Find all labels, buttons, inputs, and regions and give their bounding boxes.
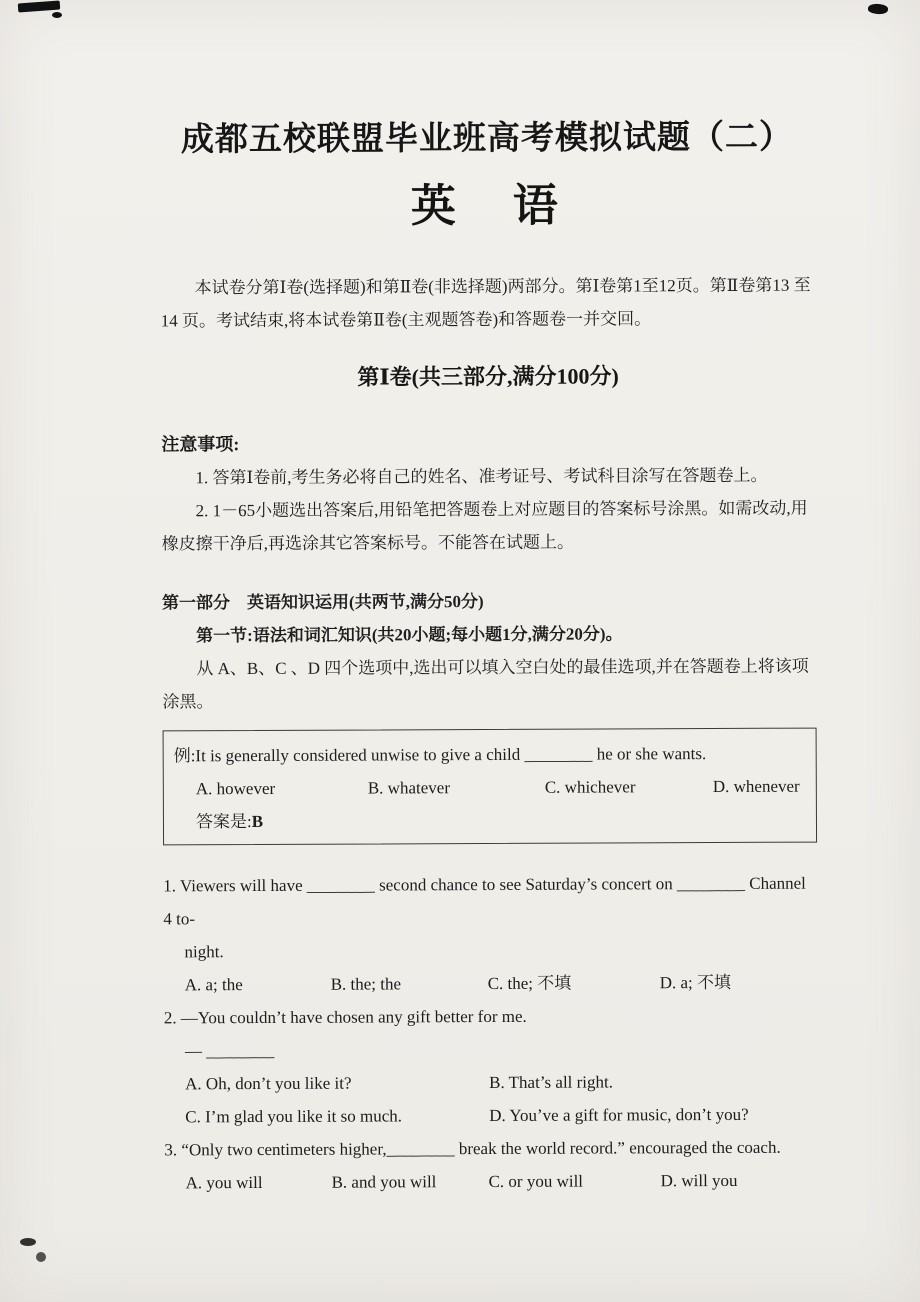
notice-heading: 注意事项: xyxy=(161,434,240,455)
question-1-stem-line-2: night. xyxy=(184,942,224,962)
question-2-options-row-1 xyxy=(164,1065,818,1101)
question-2-option-d: D. You’ve a gift for music, don’t you? xyxy=(489,1104,749,1126)
question-2-options-row-2 xyxy=(164,1098,818,1134)
question-2-option-b: B. That’s all right. xyxy=(489,1072,614,1093)
scan-artifact-bottom-left xyxy=(20,1238,36,1246)
question-2-stem-line-1: 2. —You couldn’t have chosen any gift better for me. xyxy=(163,1006,527,1028)
volume-title: 第Ⅰ卷(共三部分,满分100分) xyxy=(357,363,619,390)
exam-title: 成都五校联盟毕业班高考模拟试题（二） xyxy=(180,117,794,158)
example-box xyxy=(163,728,817,846)
scan-artifact-top-left-2 xyxy=(52,12,62,18)
question-1-options xyxy=(164,966,818,1002)
question-1-option-c: C. the; 不填 xyxy=(487,973,572,994)
node1-instruction: 从 A、B、C 、D 四个选项中,选出可以填入空白处的最佳选项,并在答题卷上将该项涂黑。 xyxy=(162,656,809,712)
question-3-option-c: C. or you will xyxy=(488,1171,584,1192)
question-1 xyxy=(163,867,818,1002)
notice-item-2: 2. 1－65小题选出答案后,用铅笔把答题卷上对应题目的答案标号涂黑。如需改动,用橡皮擦干净后,再选涂其它答案标号。不能答在试题上。 xyxy=(161,498,808,554)
question-3-options xyxy=(164,1164,818,1200)
question-3-option-a: A. you will xyxy=(185,1172,263,1193)
question-1-option-a: A. a; the xyxy=(184,975,243,995)
question-2 xyxy=(164,999,819,1134)
example-answer-label: 答案是: xyxy=(195,812,252,832)
scan-artifact-bottom-left-2 xyxy=(36,1252,46,1262)
question-2-stem-line-2: — ________ xyxy=(184,1040,275,1061)
node1-heading: 第一节:语法和词汇知识(共20小题;每小题1分,满分20分)。 xyxy=(196,624,623,646)
question-1-option-d: D. a; 不填 xyxy=(659,972,732,993)
scan-artifact-top-left xyxy=(18,1,61,13)
exam-subject: 英 语 xyxy=(410,180,564,232)
example-answer-value: B xyxy=(251,811,264,832)
question-3-stem-line-1: 3. “Only two centimeters higher,________ break the world record.” encouraged the coach. xyxy=(164,1137,781,1160)
question-1-stem-line-1: 1. Viewers will have ________ second chance to see Saturday’s concert on ________ Channel 4 to- xyxy=(163,873,806,929)
example-answer-line xyxy=(174,803,802,839)
example-option-b: B. whatever xyxy=(367,778,451,798)
example-stem: 例:It is generally considered unwise to give a child ________ he or she wants. xyxy=(173,744,707,766)
notice-item-1: 1. 答第Ⅰ卷前,考生务必将自己的姓名、准考证号、考试科目涂写在答题卷上。 xyxy=(195,465,768,488)
exam-content xyxy=(159,0,818,1199)
example-options xyxy=(174,770,802,806)
scan-artifact-top-right xyxy=(868,3,889,15)
part1-heading: 第一部分 英语知识运用(共两节,满分50分) xyxy=(161,592,484,613)
question-3-option-d: D. will you xyxy=(660,1170,738,1191)
question-1-option-b: B. the; the xyxy=(330,974,402,994)
example-option-a: A. however xyxy=(195,778,276,799)
example-option-d: D. whenever xyxy=(712,776,800,797)
question-2-option-c: C. I’m glad you like it so much. xyxy=(185,1106,403,1127)
question-2-option-a: A. Oh, don’t you like it? xyxy=(185,1073,352,1094)
question-3-option-b: B. and you will xyxy=(331,1172,437,1192)
question-3 xyxy=(164,1131,818,1200)
intro-paragraph: 本试卷分第Ⅰ卷(选择题)和第Ⅱ卷(非选择题)两部分。第Ⅰ卷第1至12页。第Ⅱ卷第13 至 14 页。考试结束,将本试卷第Ⅱ卷(主观题答卷)和答题卷一并交回。 xyxy=(160,275,811,331)
example-option-c: C. whichever xyxy=(544,777,636,797)
